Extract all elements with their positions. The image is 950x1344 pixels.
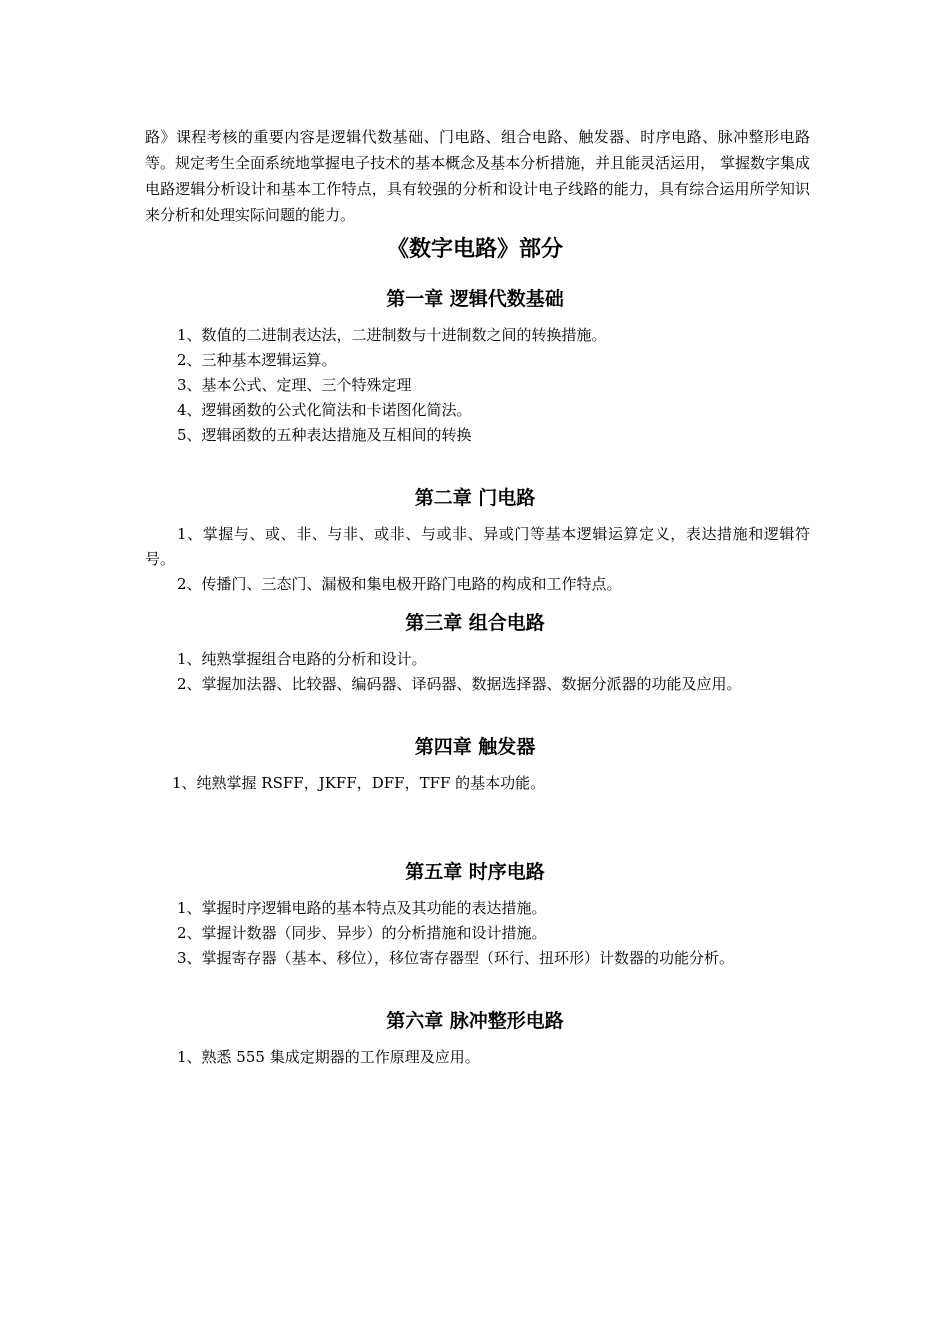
- chapter-6-title: 第六章 脉冲整形电路: [386, 1010, 564, 1032]
- list-item: 2、传播门、三态门、漏极和集电极开路门电路的构成和工作特点。: [177, 575, 622, 593]
- list-item: 4、逻辑函数的公式化简法和卡诺图化简法。: [177, 401, 472, 419]
- chapter-2-items: [145, 522, 810, 597]
- list-item: 1、掌握时序逻辑电路的基本特点及其功能的表达措施。: [177, 899, 547, 917]
- chapter-6-items: [145, 1045, 810, 1070]
- chapter-3-items: [145, 647, 810, 697]
- list-item: 1、纯熟掌握 RSFF，JKFF，DFF，TFF 的基本功能。: [172, 774, 546, 792]
- chapter-4-title: 第四章 触发器: [414, 736, 536, 758]
- list-item: 1、掌握与、或、非、与非、或非、与或非、异或门等基本逻辑运算定义，表达措施和逻辑符号。: [145, 525, 810, 568]
- chapter-4-items: [145, 771, 810, 796]
- list-item: 1、纯熟掌握组合电路的分析和设计。: [177, 650, 427, 668]
- list-item: 3、基本公式、定理、三个特殊定理: [177, 376, 412, 394]
- list-item: 2、三种基本逻辑运算。: [177, 351, 337, 369]
- chapter-5-items: [145, 896, 810, 971]
- list-item: 2、掌握计数器（同步、异步）的分析措施和设计措施。: [177, 924, 547, 942]
- intro-text: 路》课程考核的重要内容是逻辑代数基础、门电路、组合电路、触发器、时序电路、脉冲整形电路等。规定考生全面系统地掌握电子技术的基本概念及基本分析措施，并且能灵活运用， 掌握数字集成电路逻辑分析设计和基本工作特点，具有较强的分析和设计电子线路的能力，具有综合运用所学知识来分析和处理实际问题的能力。: [145, 128, 810, 224]
- section-title: 《数字电路》部分: [386, 237, 563, 262]
- chapter-1-items: [145, 323, 810, 448]
- chapter-3-title: 第三章 组合电路: [405, 612, 545, 634]
- intro-paragraph: [145, 124, 810, 228]
- chapter-1-title: 第一章 逻辑代数基础: [386, 288, 564, 310]
- chapter-2-title: 第二章 门电路: [414, 487, 536, 509]
- list-item: 1、熟悉 555 集成定期器的工作原理及应用。: [177, 1048, 480, 1066]
- list-item: 5、逻辑函数的五种表达措施及互相间的转换: [177, 426, 472, 444]
- list-item: 2、掌握加法器、比较器、编码器、译码器、数据选择器、数据分派器的功能及应用。: [177, 675, 742, 693]
- list-item: 3、掌握寄存器（基本、移位），移位寄存器型（环行、扭环形）计数器的功能分析。: [177, 949, 735, 967]
- chapter-5-title: 第五章 时序电路: [405, 861, 545, 883]
- list-item: 1、数值的二进制表达法，二进制数与十进制数之间的转换措施。: [177, 326, 607, 344]
